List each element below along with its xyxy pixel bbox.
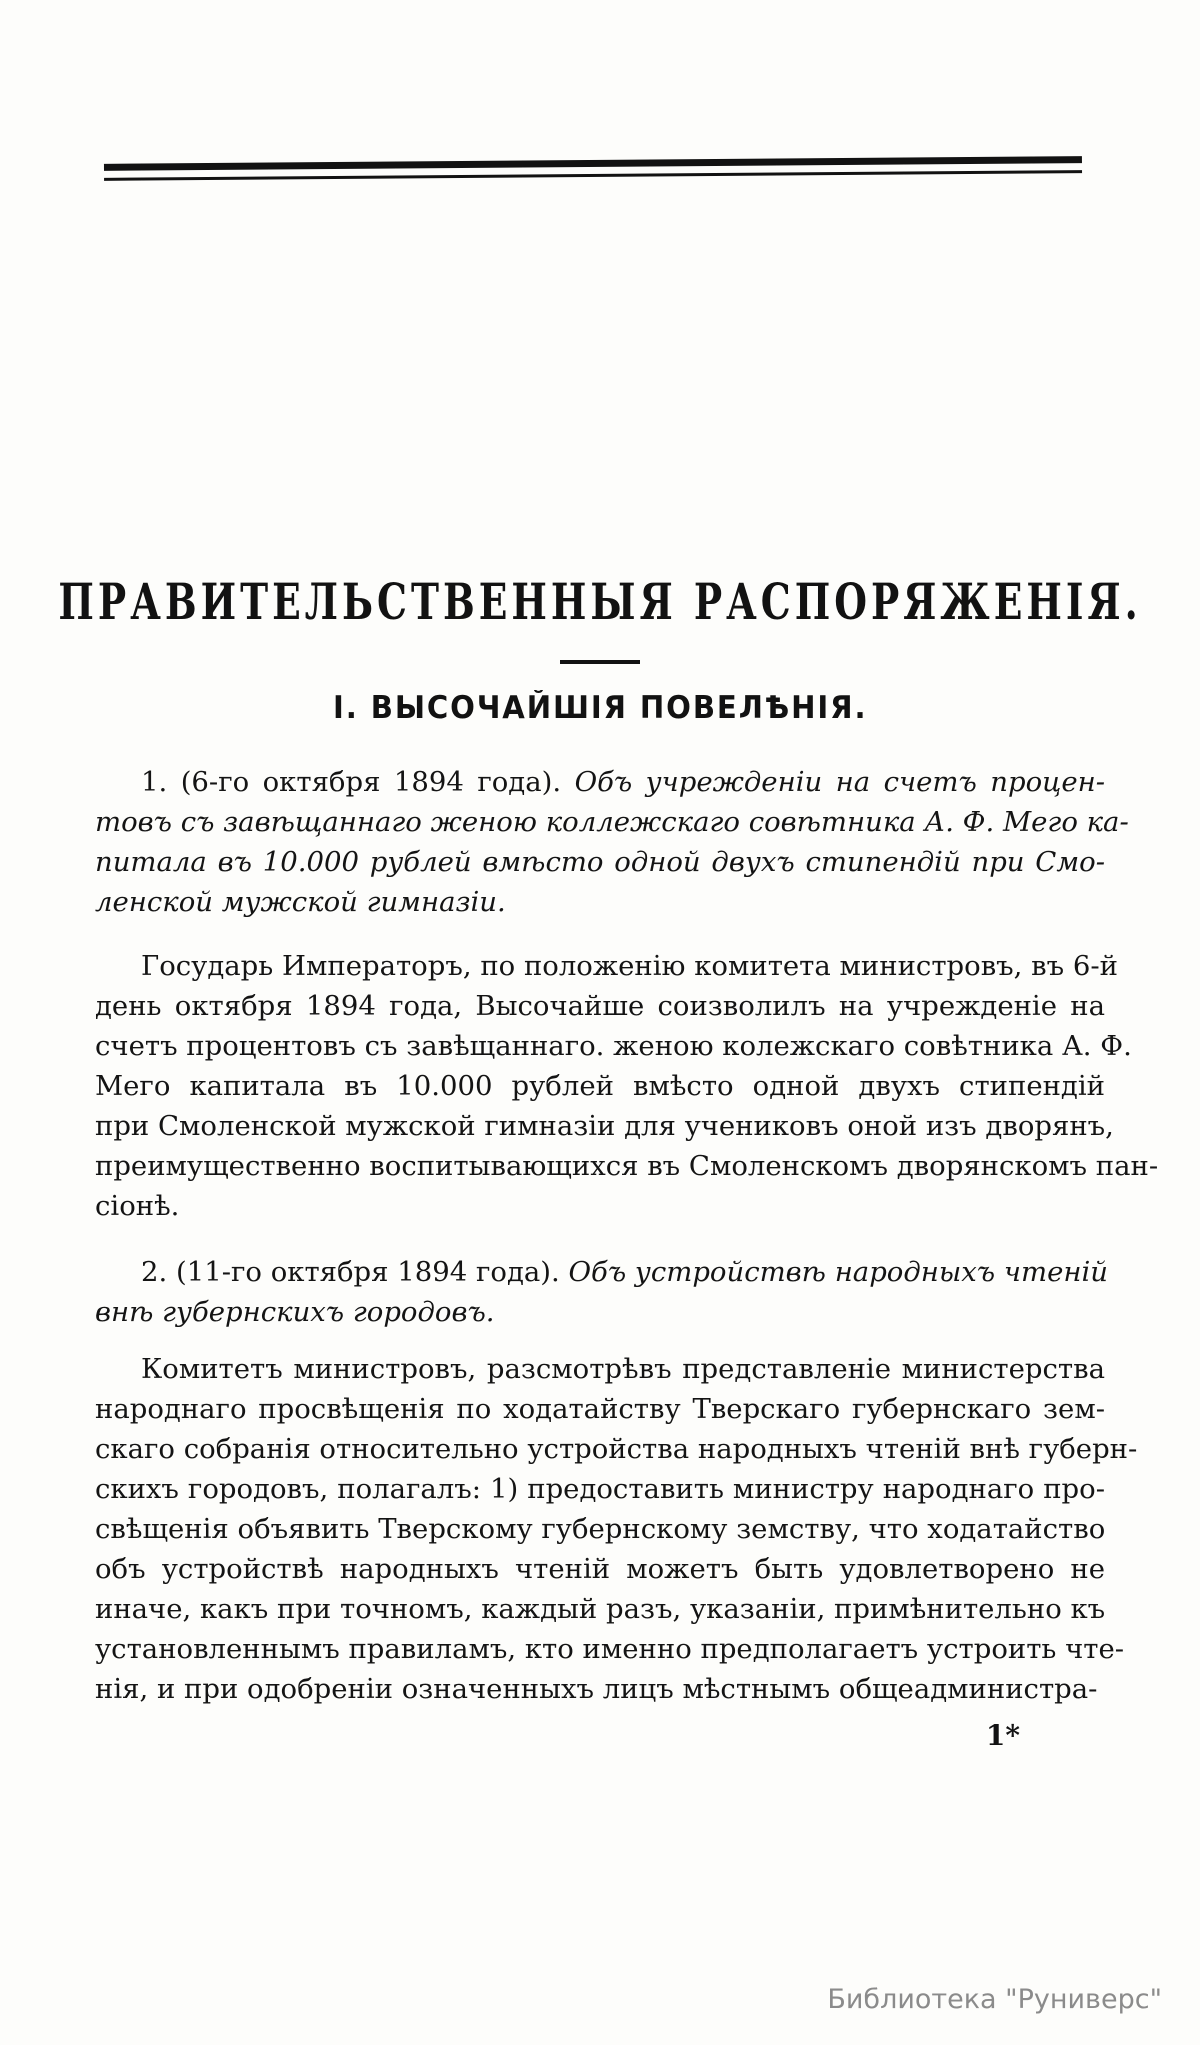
text-line <box>95 1186 1105 1226</box>
text-line <box>95 1252 1108 1292</box>
text-line <box>95 1389 1105 1429</box>
text-segment: Мего капитала въ 10.000 рублей вмѣсто одной двухъ стипендій <box>95 1070 1105 1102</box>
text-line <box>95 946 1118 986</box>
text-segment: преимущественно воспитывающихся въ Смоленскомъ дворянскомъ пан- <box>95 1150 1159 1182</box>
page-title: ПРАВИТЕЛЬСТВЕННЫЯ РАСПОРЯЖЕНІЯ. <box>58 573 1142 632</box>
text-segment: Комитетъ министровъ, разсмотрѣвъ представленіе министерства <box>141 1353 1105 1385</box>
text-segment: Государь Императоръ, по положенію комитета министровъ, въ 6-й <box>141 950 1118 982</box>
text-line <box>95 762 1105 802</box>
text-line <box>95 1549 1105 1589</box>
text-segment: сіонѣ. <box>95 1190 180 1222</box>
text-line <box>95 802 1129 842</box>
text-segment: счетъ процентовъ съ завѣщаннаго. женою колежскаго совѣтника А. Ф. <box>95 1030 1132 1062</box>
text-line <box>95 1429 1138 1469</box>
italic-text-segment: Объ устройствѣ народныхъ чтеній <box>568 1256 1108 1288</box>
text-segment: народнаго просвѣщенія по ходатайству Тверскаго губернскаго зем- <box>95 1393 1105 1425</box>
decree-1-title <box>95 762 1129 922</box>
italic-text-segment: Объ учрежденіи на счетъ процен- <box>574 766 1105 798</box>
text-segment: установленнымъ правиламъ, кто именно предполагаетъ устроить чте- <box>95 1633 1125 1665</box>
text-segment: объ устройствѣ народныхъ чтеній можетъ быть удовлетворено не <box>95 1553 1105 1585</box>
text-segment: 1. (6-го октября 1894 года). <box>141 766 575 798</box>
decree-1-body <box>95 946 1159 1226</box>
text-line <box>95 1589 1105 1629</box>
italic-text-segment: ленской мужской гимназіи. <box>95 886 506 918</box>
header-double-rule <box>104 156 1082 181</box>
decree-2-body <box>95 1349 1138 1709</box>
text-line <box>95 1629 1125 1669</box>
text-segment: нія, и при одобреніи означенныхъ лицъ мѣстнымъ общеадминистра- <box>95 1673 1098 1705</box>
text-segment: при Смоленской мужской гимназіи для учениковъ оной изъ дворянъ, <box>95 1110 1114 1142</box>
scanned-page <box>0 160 1200 2045</box>
text-segment: иначе, какъ при точномъ, каждый разъ, указаніи, примѣнительно къ <box>95 1593 1106 1625</box>
text-line <box>95 1106 1114 1146</box>
watermark: Библиотека "Руниверс" <box>827 1984 1162 2015</box>
decree-2-title <box>95 1252 1108 1332</box>
text-line <box>95 1509 1105 1549</box>
text-segment: 2. (11-го октября 1894 года). <box>141 1256 569 1288</box>
text-segment: скихъ городовъ, полагалъ: 1) предоставить министру народнаго про- <box>95 1473 1105 1505</box>
text-line <box>95 1066 1105 1106</box>
italic-text-segment: товъ съ завѣщаннаго женою коллежскаго совѣтника А. Ф. Мего ка- <box>95 806 1129 838</box>
text-line <box>95 842 1105 882</box>
text-line <box>95 1292 1105 1332</box>
content <box>95 762 1159 1709</box>
italic-text-segment: внѣ губернскихъ городовъ. <box>95 1296 495 1328</box>
text-line <box>95 882 1105 922</box>
text-segment: скаго собранія относительно устройства народныхъ чтеній внѣ губерн- <box>95 1433 1138 1465</box>
text-segment: свѣщенія объявить Тверскому губернскому земству, что ходатайство <box>95 1513 1106 1545</box>
text-line <box>95 1349 1105 1389</box>
text-line <box>95 1469 1105 1509</box>
title-divider <box>560 660 640 664</box>
text-line <box>95 986 1105 1026</box>
italic-text-segment: питала въ 10.000 рублей вмѣсто одной двухъ стипендій при Смо- <box>95 846 1105 878</box>
section-heading: I. ВЫСОЧАЙШІЯ ПОВЕЛѢНІЯ. <box>332 690 868 726</box>
text-line <box>95 1026 1132 1066</box>
text-line <box>95 1669 1105 1709</box>
text-segment: день октября 1894 года, Высочайше соизволилъ на учрежденіе на <box>95 990 1105 1022</box>
text-line <box>95 1146 1159 1186</box>
signature-mark: 1* <box>985 1719 1020 1752</box>
